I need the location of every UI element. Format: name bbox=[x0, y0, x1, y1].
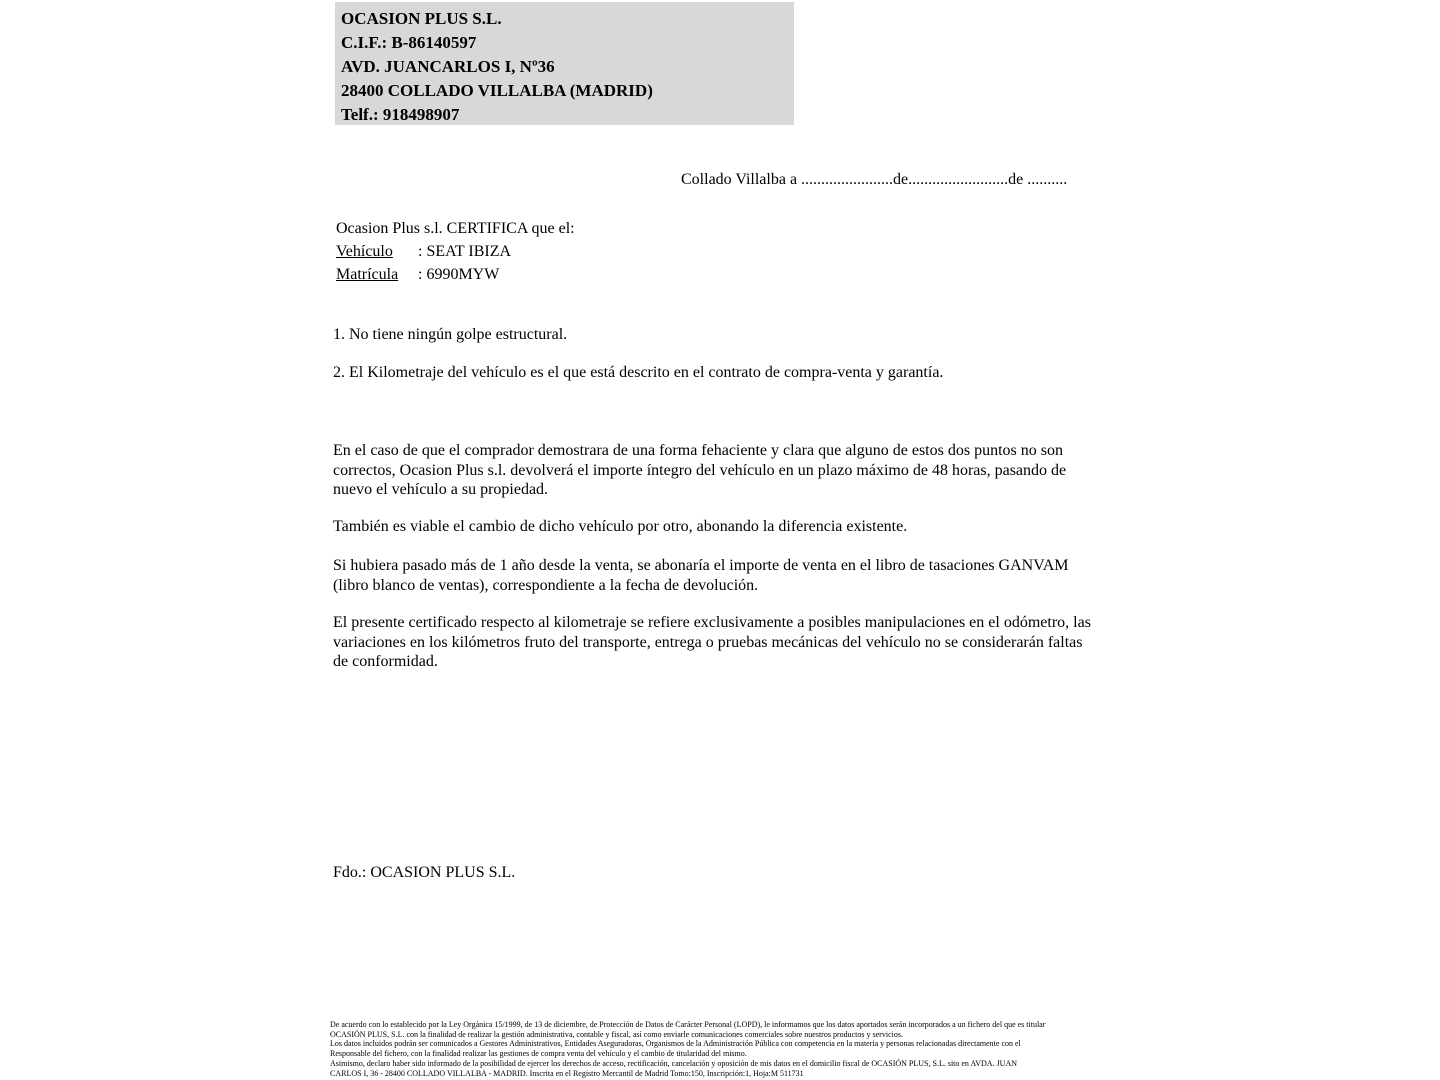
certification-intro: Ocasion Plus s.l. CERTIFICA que el: bbox=[336, 220, 575, 237]
company-cif: C.I.F.: B-86140597 bbox=[341, 33, 477, 52]
paragraph-odometer-disclaimer: El presente certificado respecto al kilometraje se refiere exclusivamente a posibles manipulaciones en el odómetro, las variaciones en los kilómetros fruto del transporte, entrega o pruebas mecánicas del vehículo no se considerarán faltas de conformidad. bbox=[333, 614, 1091, 670]
certification-block bbox=[336, 217, 575, 286]
plate-value: : 6990MYW bbox=[418, 266, 500, 283]
paragraph-ganvam-valuation: Si hubiera pasado más de 1 año desde la venta, se abonaría el importe de venta en el libro de tasaciones GANVAM (libro blanco de ventas), correspondiente a la fecha de devolución. bbox=[333, 557, 1069, 594]
vehicle-value: : SEAT IBIZA bbox=[418, 243, 512, 260]
plate-row bbox=[336, 263, 575, 286]
vehicle-label: Vehículo bbox=[336, 243, 393, 260]
date-line: Collado Villalba a .......................de.........................de .......... bbox=[681, 171, 1068, 188]
company-city: 28400 COLLADO VILLALBA (MADRID) bbox=[341, 81, 653, 100]
vehicle-row bbox=[336, 240, 575, 263]
legal-footer-line-6: CARLOS I, 36 - 28400 COLLADO VILLALBA - MADRID. Inscrita en el Registro Mercantil de Madrid Tomo:150, Inscripción:1, Hoja:M 511731 bbox=[330, 1068, 804, 1078]
condition-point-2: 2. El Kilometraje del vehículo es el que está descrito en el contrato de compra-venta y garantía. bbox=[333, 364, 944, 381]
legal-footer-line-5: Asimismo, declaro haber sido informado de la posibilidad de ejercer los derechos de acceso, rectificación, cancelación y oposición de mis datos en el domicilio fiscal de OCASIÓN PLUS, S.L. sito en AVDA. JUAN bbox=[330, 1058, 1018, 1068]
legal-footer-line-3: Los datos incluidos podrán ser comunicados a Gestores Administrativos, Entidades Aseguradoras, Organismos de la Administración Pública con competencia en la materia y personas relacionadas directamente con el bbox=[330, 1039, 1021, 1049]
company-header-block bbox=[335, 2, 794, 125]
legal-footer-line-2: OCASIÓN PLUS, S.L. con la finalidad de realizar la gestión administrativa, contable y fiscal, así como enviarle comunicaciones comerciales sobre nuestros productos y servicios. bbox=[330, 1029, 903, 1039]
company-address: AVD. JUANCARLOS I, Nº36 bbox=[341, 57, 555, 76]
company-name: OCASION PLUS S.L. bbox=[341, 9, 502, 28]
paragraph-exchange-option: También es viable el cambio de dicho vehículo por otro, abonando la diferencia existente. bbox=[333, 518, 908, 535]
legal-footer bbox=[330, 1020, 1120, 1078]
signature-line: Fdo.: OCASION PLUS S.L. bbox=[333, 864, 516, 881]
paragraph-refund-policy: En el caso de que el comprador demostrara de una forma fehaciente y clara que alguno de estos dos puntos no son correctos, Ocasion Plus s.l. devolverá el importe íntegro del vehículo en un plazo máximo de 48 horas, pasando de nuevo el vehículo a su propiedad. bbox=[333, 442, 1067, 498]
company-phone: Telf.: 918498907 bbox=[341, 105, 460, 124]
legal-footer-line-1: De acuerdo con lo establecido por la Ley Orgánica 15/1999, de 13 de diciembre, de Protección de Datos de Carácter Personal (LOPD), le informamos que los datos aportados serán incorporados a un fichero del que es titular bbox=[330, 1020, 1046, 1029]
plate-label: Matrícula bbox=[336, 266, 399, 283]
condition-point-1: 1. No tiene ningún golpe estructural. bbox=[333, 326, 568, 343]
legal-footer-line-4: Responsable del fichero, con la finalidad realizar las gestiones de compra venta del vehículo y el cambio de titularidad del mismo. bbox=[330, 1049, 747, 1059]
